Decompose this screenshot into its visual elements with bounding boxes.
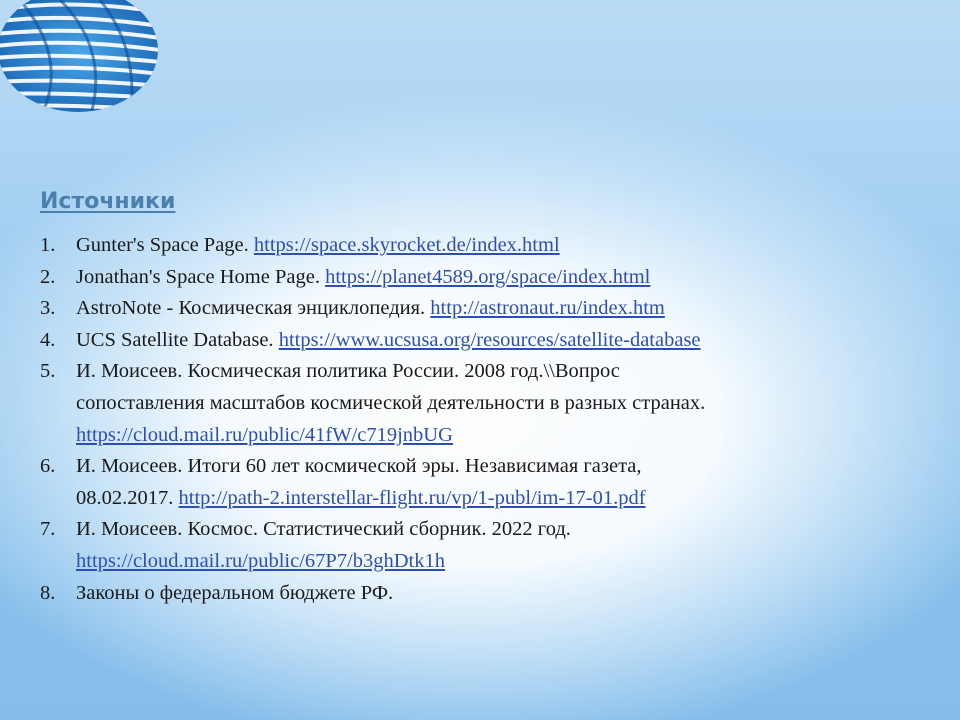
list-number: 2. <box>40 265 56 288</box>
source-text: AstroNote - Космическая энциклопедия. <box>76 297 426 320</box>
list-number: 5. <box>40 360 56 383</box>
source-link[interactable]: https://cloud.mail.ru/public/67P7/b3ghDtk1h <box>76 549 445 572</box>
list-number: 8. <box>40 581 56 604</box>
source-item <box>40 356 920 451</box>
source-text: И. Моисеев. Космическая политика России. 2008 год.\\Вопрос <box>76 360 620 383</box>
slide-title: Источники <box>40 189 176 214</box>
source-item <box>40 451 920 514</box>
source-text: Jonathan's Space Home Page. <box>76 265 320 288</box>
source-link[interactable]: https://space.skyrocket.de/index.html <box>253 234 560 256</box>
source-item <box>40 230 920 262</box>
source-item <box>40 293 920 325</box>
source-text: 08.02.2017. <box>76 486 174 509</box>
source-item <box>40 262 920 294</box>
source-text: Gunter's Space Page. <box>76 234 249 256</box>
source-link[interactable]: http://astronaut.ru/index.htm <box>430 297 665 320</box>
source-item <box>40 514 920 577</box>
list-number: 1. <box>40 234 56 256</box>
list-number: 3. <box>40 297 56 320</box>
source-text: И. Моисеев. Итоги 60 лет космической эры. Независимая газета, <box>76 455 642 478</box>
list-number: 6. <box>40 455 56 478</box>
sources-list <box>40 230 920 609</box>
globe-logo-icon <box>0 0 160 118</box>
source-text: UCS Satellite Database. <box>76 328 274 351</box>
source-link[interactable]: https://www.ucsusa.org/resources/satellite-database <box>278 328 701 351</box>
source-link[interactable]: http://path-2.interstellar-flight.ru/vp/1-publ/im-17-01.pdf <box>178 486 646 509</box>
list-number: 7. <box>40 518 56 541</box>
list-number: 4. <box>40 328 56 351</box>
source-text: И. Моисеев. Космос. Статистический сборник. 2022 год. <box>76 518 571 541</box>
source-text: сопоставления масштабов космической деятельности в разных странах. <box>76 391 706 414</box>
source-item <box>40 325 920 357</box>
source-text: Законы о федеральном бюджете РФ. <box>76 581 394 604</box>
source-link[interactable]: https://cloud.mail.ru/public/41fW/c719jnbUG <box>76 423 453 446</box>
source-link[interactable]: https://planet4589.org/space/index.html <box>325 265 651 288</box>
source-item <box>40 578 920 610</box>
